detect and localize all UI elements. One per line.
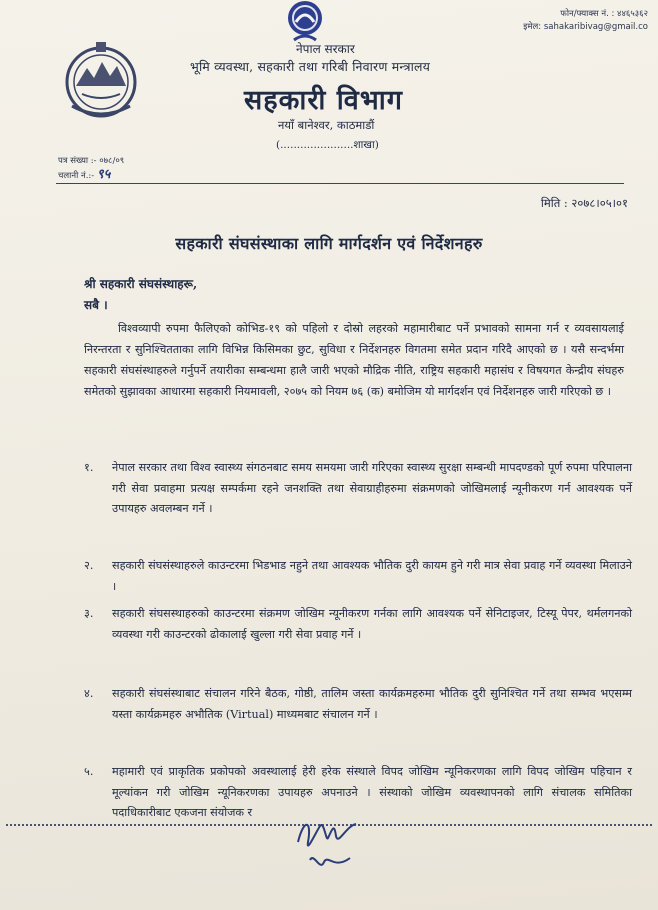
handwritten-signature xyxy=(290,812,370,882)
email-address: इमेल: sahakaribivag@gmail.co xyxy=(523,22,648,32)
addressee-line: श्री सहकारी संघसंस्थाहरू, xyxy=(84,277,198,291)
cooperative-logo xyxy=(270,0,340,42)
intro-paragraph: विश्वव्यापी रुपमा फैलिएको कोभिड-१९ को पहिलो र दोस्रो लहरको महामारीबाट पर्ने प्रभावको सामना गर्न र व्यवसायलाई निरन्तरता र सुनिश्चितताका लागि विभिन्न किसिमका छुट, सुविधा र निर्देशनहरु विगतमा समेत प्रदान गरिदै आएको छ । यसै सन्दर्भमा सहकारी संघसंस्थाहरुले गर्नुपर्ने तयारीका सम्बन्धमा हालै जारी भएको मौद्रिक नीति, राष्ट्रिय सहकारी महासंघ र विषयगत केन्द्रीय संघहरु समेतको सुझावका आधारमा सहकारी नियमावली, २०७५ को नियम ७६ (क) बमोजिम यो मार्गदर्शन एवं निर्देशनहरु जारी गरिएको छ । xyxy=(84,322,624,398)
item-number: २. xyxy=(84,559,94,572)
item-text: सहकारी संघसंस्थाबाट संचालन गरिने बैठक, गोष्ठी, तालिम जस्ता कार्यक्रमहरुमा भौतिक दुरी सुनिश्चित गर्ने तथा सम्भव भएसम्म यस्ता कार्यक्रमहरु अभौतिक (Virtual) माध्यमबाट संचालन गर्ने । xyxy=(112,687,632,721)
item-number: ४. xyxy=(84,687,94,700)
document-title: सहकारी संघसंस्थाका लागि मार्गदर्शन एवं निर्देशनहरु xyxy=(175,234,483,253)
item-text: महामारी एवं प्राकृतिक प्रकोपको अवस्थालाई हेरी हरेक संस्थाले विपद जोखिम न्यूनिकरणका लागि विपद जोखिम पहिचान र मूल्यांकन गरी जोखिम न्यूनिकरणका उपायहरु अपनाउने । संस्थाको जोखिम व्यवस्थापनको लागि संचालक समितिका पदाधिकारीबाट एकजना संयोजक र xyxy=(112,765,632,819)
branch-line: (......................शाखा) xyxy=(276,139,379,151)
item-text: सहकारी संघसंस्थाहरुले काउन्टरमा भिडभाड नहुने तथा आवश्यक भौतिक दुरी कायम हुने गरी मात्र सेवा प्रवाह गर्ने व्यवस्था मिलाउने । xyxy=(112,559,632,593)
reference-block xyxy=(58,155,124,183)
letter-date: मिति : २०७८।०५।०१ xyxy=(540,196,628,210)
item-text: नेपाल सरकार तथा विश्व स्वास्थ्य संगठनबाट समय समयमा जारी गरिएका स्वास्थ्य सुरक्षा सम्बन्धी मापदण्डको पूर्ण रुपमा परिपालना गरी सेवा प्रवाहमा प्रत्यक्ष सम्पर्कमा रहने जनशक्ति तथा सेवाग्राहीहरुमा संक्रमणको जोखिमलाई न्यूनीकरण गर्न आवश्यक पर्ने उपायहरु अवलम्बन गर्ने । xyxy=(112,461,632,515)
item-text: सहकारी संघसस्थाहरुको काउन्टरमा संक्रमण जोखिम न्यूनीकरण गर्नका लागि आवश्यक पर्ने सेनिटाइजर, टिस्यू पेपर, थर्मलगनको व्यवस्था गरी काउन्टरको ढोकालाई खुल्ला गरी सेवा प्रवाह गर्ने । xyxy=(112,607,632,641)
guideline-item xyxy=(84,604,632,645)
header-divider xyxy=(56,183,624,184)
department-name: सहकारी विभाग xyxy=(244,85,403,116)
addressee-all: सबै । xyxy=(84,298,108,312)
item-number: ५. xyxy=(84,765,94,778)
phone-number: फोन/फ्याक्स नं. : ४४६५३६२ xyxy=(560,9,648,19)
dispatch-label: चलानी नं.:- xyxy=(58,171,95,181)
nepal-government-emblem xyxy=(62,36,140,124)
office-address: नयाँ बानेश्वर, काठमाडौं xyxy=(278,118,375,132)
guideline-item xyxy=(84,684,632,725)
addressee-block xyxy=(84,274,197,316)
guideline-item xyxy=(84,458,632,520)
letter-number: पत्र संख्या :- ०७८/०९ xyxy=(58,156,125,166)
government-name: नेपाल सरकार xyxy=(296,42,355,56)
dispatch-line xyxy=(58,168,124,183)
ministry-name: भूमि व्यवस्था, सहकारी तथा गरिबी निवारण मन्त्रालय xyxy=(190,59,431,74)
item-number: १. xyxy=(84,461,94,474)
item-number: ३. xyxy=(84,607,94,620)
contact-info xyxy=(523,8,648,34)
guideline-item xyxy=(84,556,632,597)
dispatch-number: ९५ xyxy=(96,167,111,182)
